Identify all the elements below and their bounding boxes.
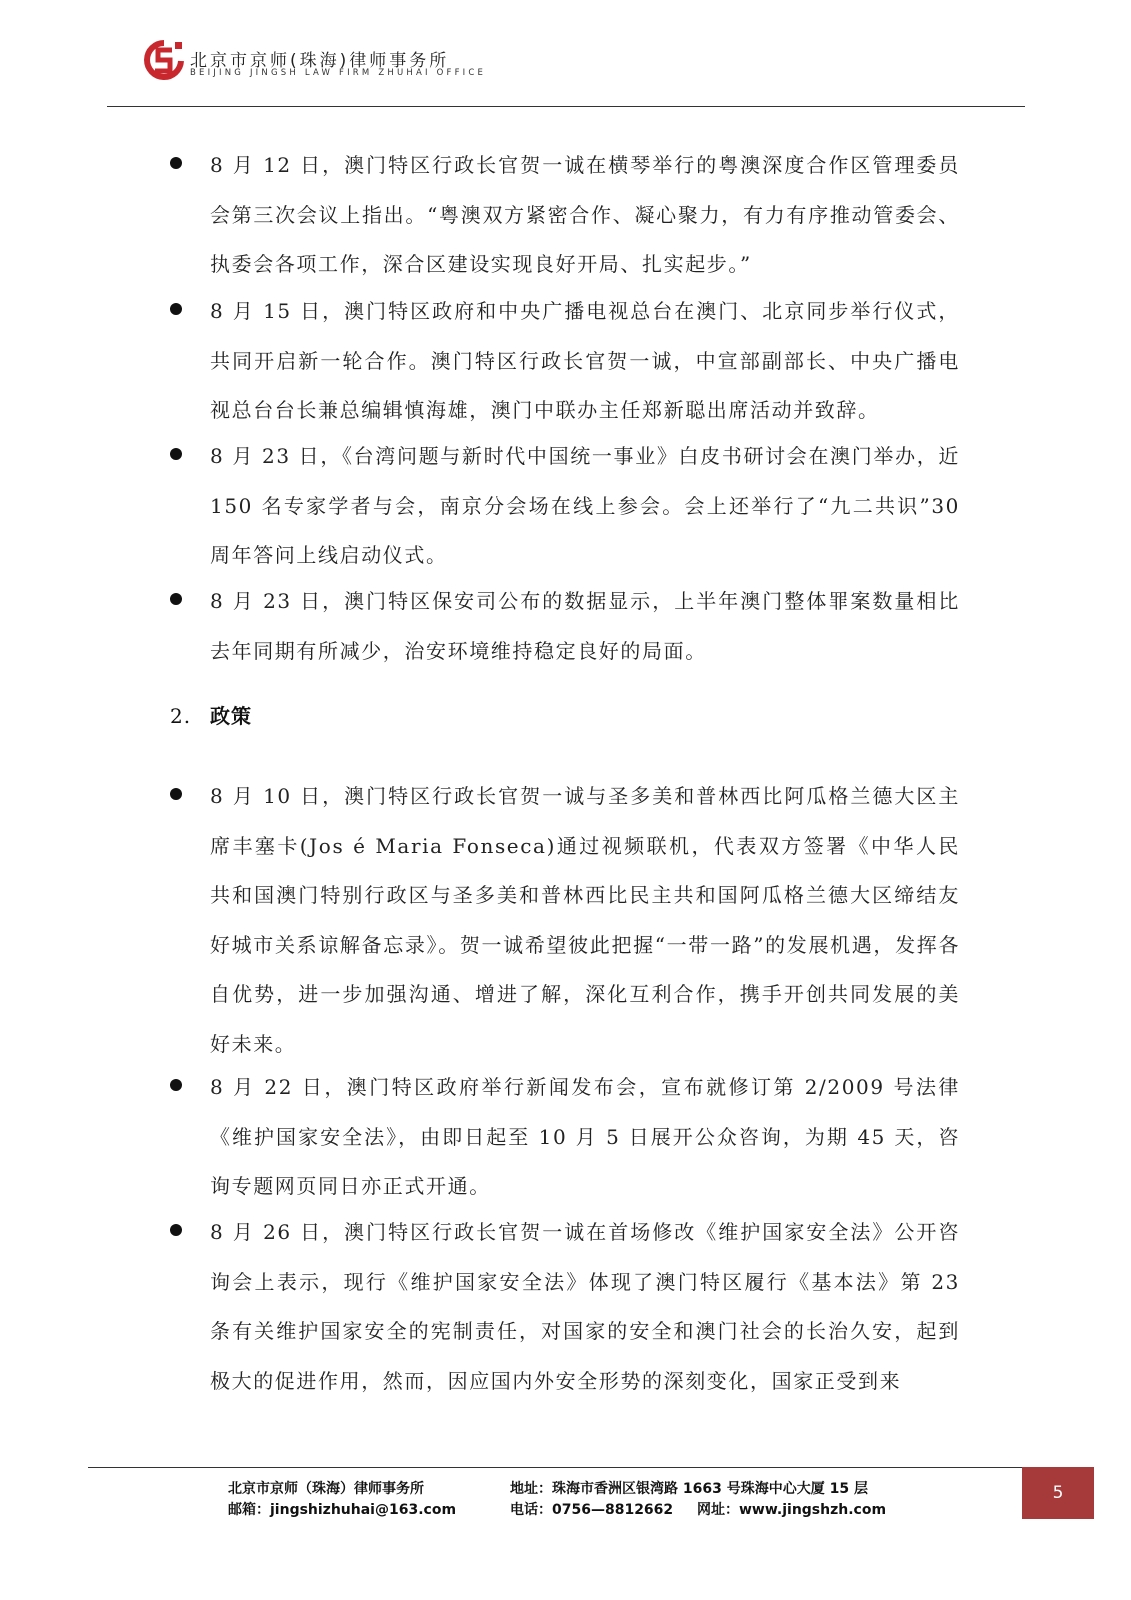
list-item: [170, 1063, 960, 1212]
footer-email: 邮箱：jingshizhuhai@163.com: [228, 1502, 457, 1518]
list-item: [170, 772, 960, 1069]
page-number: 5: [1022, 1467, 1094, 1519]
bullet-icon: [170, 593, 182, 605]
list-item: [170, 141, 960, 290]
paragraph: 8 月 15 日，澳门特区政府和中央广播电视总台在澳门、北京同步举行仪式，共同开启新一轮合作。澳门特区行政长官贺一诚，中宣部副部长、中央广播电视总台台长兼总编辑慎海雄，澳门中联办主任郑新聪出席活动并致辞。: [210, 299, 960, 422]
section-heading: [170, 700, 252, 729]
list-item: [170, 432, 960, 581]
paragraph: 8 月 26 日，澳门特区行政长官贺一诚在首场修改《维护国家安全法》公开咨询会上表示，现行《维护国家安全法》体现了澳门特区履行《基本法》第 23 条有关维护国家安全的宪制责任，对国家的安全和澳门社会的长治久安，起到极大的促进作用，然而，因应国内外安全形势的深刻变化，国家正受到来: [210, 1220, 960, 1393]
list-item: [170, 1208, 960, 1406]
firm-name-cn: 北京市京师(珠海)律师事务所: [190, 51, 450, 71]
paragraph: 8 月 23 日，《台湾问题与新时代中国统一事业》白皮书研讨会在澳门举办，近 150 名专家学者与会，南京分会场在线上参会。会上还举行了“九二共识”30 周年答问上线启动仪式。: [210, 444, 960, 567]
bullet-icon: [170, 448, 182, 460]
bullet-icon: [170, 788, 182, 800]
bullet-icon: [170, 1224, 182, 1236]
list-item: [170, 577, 960, 676]
footer-address: 地址：珠海市香洲区银湾路 1663 号珠海中心大厦 15 层: [510, 1481, 868, 1497]
footer-divider: [88, 1467, 1033, 1468]
paragraph: 8 月 10 日，澳门特区行政长官贺一诚与圣多美和普林西比阿瓜格兰德大区主席丰塞卡(Jos é Maria Fonseca)通过视频联机，代表双方签署《中华人民共和国澳门特别行政区与圣多美和普林西比民主共和国阿瓜格兰德大区缔结友好城市关系谅解备忘录》。贺一诚希望彼此把握“一带一路”的发展机遇，发挥各自优势，进一步加强沟通、增进了解，深化互利合作，携手开创共同发展的美好未来。: [210, 784, 960, 1056]
firm-name-en: BEIJING JINGSH LAW FIRM ZHUHAI OFFICE: [190, 68, 487, 78]
paragraph: 8 月 22 日，澳门特区政府举行新闻发布会，宣布就修订第 2/2009 号法律《维护国家安全法》，由即日起至 10 月 5 日展开公众咨询，为期 45 天，咨询专题网页同日亦正式开通。: [210, 1075, 960, 1198]
section-number: 2.: [170, 704, 192, 728]
bullet-icon: [170, 1079, 182, 1091]
paragraph: 8 月 12 日，澳门特区行政长官贺一诚在横琴举行的粤澳深度合作区管理委员会第三次会议上指出。“粤澳双方紧密合作、凝心聚力，有力有序推动管委会、执委会各项工作，深合区建设实现良好开局、扎实起步。”: [210, 153, 960, 276]
footer-firm-name: 北京市京师（珠海）律师事务所: [228, 1481, 424, 1497]
bullet-icon: [170, 157, 182, 169]
paragraph: 8 月 23 日，澳门特区保安司公布的数据显示，上半年澳门整体罪案数量相比去年同期有所减少，治安环境维持稳定良好的局面。: [210, 589, 960, 663]
footer-phone: 电话：0756—8812662: [510, 1502, 674, 1518]
footer-website: 网址：www.jingshzh.com: [697, 1502, 887, 1518]
list-item: [170, 287, 960, 436]
header-divider: [107, 106, 1025, 107]
section-title: 政策: [210, 704, 252, 728]
jingshi-logo-icon: [144, 40, 184, 82]
bullet-icon: [170, 303, 182, 315]
